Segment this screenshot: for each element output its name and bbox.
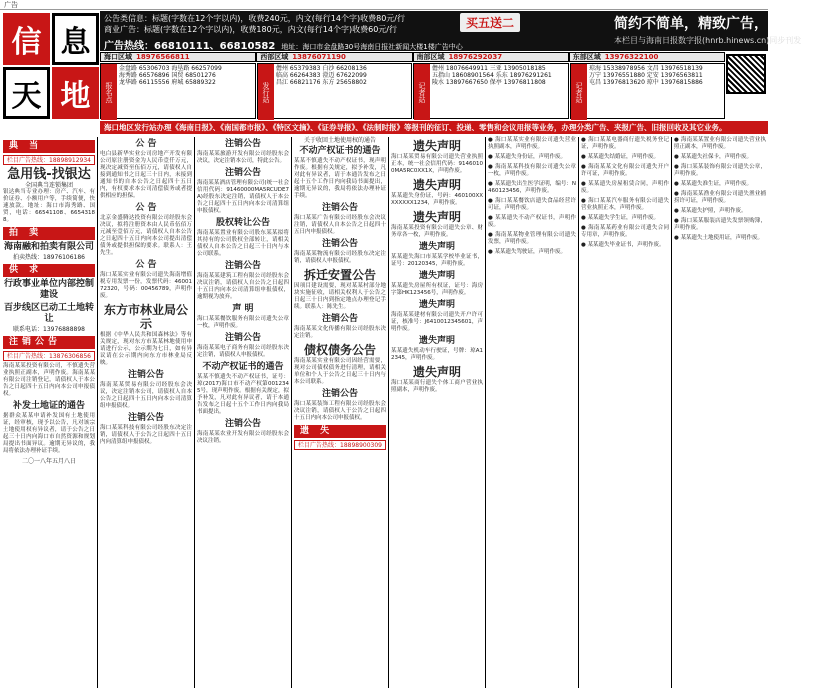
lost-item: ● 某某遗失不动产权证书，声明作废。: [488, 215, 576, 228]
column-divider: [97, 137, 98, 688]
notice-body: 海南某某酒店管理有限公司(统一社会信用代码：91460000MA5RCUDE7A)经股东决定注销，请债权人于本公告之日起四十五日内向本公司清算组申报债权。: [197, 180, 289, 214]
notice-title: 注销公告: [127, 370, 164, 380]
supply-ad-1: 行政事业单位内部控制建设: [3, 279, 94, 300]
notice-title: 注销公告: [321, 239, 358, 249]
column-2: [100, 137, 192, 688]
forestry-title: 东方市林业局公示: [103, 303, 188, 331]
lost-item: ● 某某遗失学生证，声明作废。: [581, 215, 660, 221]
section-pawn: 典 当: [3, 140, 95, 153]
column-divider: [388, 137, 389, 688]
lost-item: ● 某某遗失身份证，声明作废。: [488, 154, 567, 160]
lost-item: ● 海口某某餐饮店遗失食品经营许可证，声明作废。: [488, 198, 576, 211]
column-3: [197, 137, 289, 688]
column-divider: [671, 137, 672, 688]
ad-hotline: [104, 37, 463, 52]
notice-title: 不动产权证书的通告: [299, 146, 381, 156]
column-divider: [578, 137, 579, 688]
column-divider: [291, 137, 292, 688]
notice-title: 注销公告: [224, 139, 261, 149]
land-cert-body: 据群众某某申请补发国有土地使用证，经审核，现予以公告，凡对该宗土地使用权有异议者，请于公告之日起三十日内向海口市自然资源和规划局提出书面异议。逾期无异议的，我局将依法办理补证手续。: [3, 413, 95, 454]
notice-body: 因项目建设需要，现对某某村部分地块实施征收，请相关权利人于公告之日起三十日内到指定地点办理登记手续。联系人：陈先生。: [294, 283, 386, 310]
directory-block-3: 记者站 儋州 18076649911 三亚 13905018185 五指山 18608901564 乐东 18976291261 陵水 13897667650 保亭 13976811808: [413, 63, 569, 119]
notice-body: 海南某某物流有限公司经股东决定注销，请债权人申报债权。: [294, 251, 386, 264]
lost-body: 海南某某建材有限公司遗失开户许可证，核准号：J6410012345601，声明作废。: [391, 312, 483, 332]
lost-body: 海南某某投资有限公司遗失公章、财务章各一枚，声明作废。: [391, 225, 483, 238]
column-5: [391, 137, 483, 688]
lost-title: 遗失声明: [418, 242, 455, 252]
lost-item: ● 海南某某药业有限公司遗失合同专用章，声明作废。: [581, 225, 669, 238]
lost-body: 海口某某贸易有限公司遗失营业执照正本，统一社会信用代码：91460100MA5RC0XX1X，声明作废。: [391, 154, 483, 174]
lost-title: 遗失声明: [412, 178, 461, 192]
distribution-notice: 海口地区发行站办理《海南日报》、《南国都市报》、《特区文摘》、《证券导报》、《法制时报》等报刊的征订、投递、零售和会议用报等业务，办理分类广告、夹报广告、旧报回收及其它业务。: [100, 121, 768, 134]
lost-item: ● 海南某某物业管理有限公司遗失发票，声明作废。: [488, 232, 576, 245]
directory-block-2: 发行站 儋州 65379383 白沙 66208136 临高 66264383 澄迈 67622099 昌江 66821176 东方 25658802: [257, 63, 412, 119]
notice-title: 公 告: [135, 139, 157, 149]
region-east: 东部区域 13976322100: [569, 52, 725, 62]
notice-body: 海南某某电子商务有限公司经股东决定注销，请债权人申报债权。: [197, 345, 289, 358]
section-deregistration: 注销公告: [3, 336, 95, 349]
notice-body: 海口某某实业有限公司遗失海南增值税专用发票一份，发票代码：4600172320，号码：00456789，声明作废。: [100, 272, 192, 299]
auction-company: 海南融和拍卖有限公司: [3, 242, 94, 252]
auction-phone: 拍卖热线：18976106186: [13, 254, 85, 261]
column-1: [3, 137, 95, 688]
directory-block-4: 记者站 琼海 15338978956 文昌 13976518139 万宁 13976551880 定安 13976563811 屯昌 13976813620 琼中 13976815886: [570, 63, 725, 119]
column-divider: [194, 137, 195, 688]
page-section-label: 广告: [0, 0, 768, 10]
logo-char-2: 息: [52, 13, 99, 65]
column-6: [488, 137, 576, 688]
notice-body: 海南某某实业有限公司因经营需要，现对公司债权债务进行清理，请相关单位和个人于公告之日起三十日内与本公司联系。: [294, 358, 386, 385]
lost-item: ● 海南某某渔业有限公司遗失渔业捕捞许可证，声明作废。: [674, 191, 766, 204]
slogan: 简约不简单，精致广告，收益无限: [614, 16, 824, 32]
supply-phone: 联系电话：13976888898: [13, 326, 85, 333]
notice-body: 海南某某文化传播有限公司经股东决定注销。: [294, 326, 386, 339]
notice-body: 电白县新华实业公司房地产开发有限公司原注册资金为人民币壹仟万元，现决定减资至伍佰万元，请债权人自接到通知书之日起三十日内，未接到通知书的自本公告之日起四十五日内，有权要求本公司清偿债务或者提供相应的担保。: [100, 151, 192, 199]
header-banner: [100, 11, 824, 52]
notice-kicker: 关于收回土地使用权的通告: [303, 137, 376, 144]
lost-item: ● 某某遗失土地使用证，声明作废。: [674, 235, 764, 241]
lost-title: 遗失声明: [418, 336, 455, 346]
regional-contacts: [100, 52, 725, 120]
lost-title: 遗失声明: [412, 139, 461, 153]
lost-item: ● 海口某某电器商行遗失税务登记证，声明作废。: [581, 137, 669, 150]
directory-block-1: 报名点 金盘路 65306703 海垦路 66257099 海秀路 66576896 国贸 68501276 龙华路 66115556 府城 65889322: [100, 63, 256, 119]
region-west: 西部区域 13876071190: [256, 52, 412, 62]
land-cert-date: 二〇一八年五月八日: [21, 458, 76, 465]
notice-body: 某某不慎遗失不动产权证书，现声明作废。根据有关规定，拟予补发，凡对此有异议者，请于本通告发布之日起十五个工作日内向我局书面提出，逾期无异议的，我局将依法办理补证手续。: [294, 158, 386, 199]
lost-item: ● 某某遗失准生证，声明作废。: [674, 181, 753, 187]
forestry-body: 根据《中华人民共和国森林法》等有关规定，现对东方市某某林地使用申请进行公示，公示期为七日，如有异议请在公示期内向东方市林业局反映。: [100, 332, 192, 366]
column-8: [674, 137, 766, 688]
notice-title: 债权债务公告: [303, 343, 376, 357]
lost-body: 某某遗失房屋所有权证，证号：海房字第HK123456号，声明作废。: [391, 283, 483, 296]
notice-title: 股权转让公告: [215, 218, 270, 228]
notice-title: 注销公告: [321, 203, 358, 213]
notice-body: 海口某某广告有限公司经股东会决议注销，请债权人自本公告之日起四十五日内申报债权。: [294, 215, 386, 235]
lost-item: ● 某某遗失毕业证书，声明作废。: [581, 242, 665, 248]
lost-body: 某某遗失机动车行驶证，号牌：琼A12345，声明作废。: [391, 348, 483, 361]
section-auction: 拍 卖: [3, 227, 95, 240]
notice-title: 注销公告: [224, 419, 261, 429]
classifieds-body: [0, 137, 768, 688]
lost-title: 遗失声明: [412, 365, 461, 379]
notice-body: 海口某某装饰工程有限公司经股东会决议注销，请债权人于公告之日起四十五日内向本公司申报债权。: [294, 401, 386, 421]
lost-item: ● 某某遗失驾驶证，声明作废。: [488, 249, 567, 255]
deregistration-hotline: 栏目广告热线：13876306856: [3, 351, 95, 361]
logo-char-3: 天: [3, 67, 50, 119]
office-address: 地址：海口市金盘路30号海南日报社新闻大楼1楼广告中心: [281, 43, 463, 51]
section-lost: 遗 失: [294, 425, 386, 438]
slogan-sub: 本栏目与海南日报数字报(hnrb.hinews.cn)同步刊发: [614, 36, 802, 45]
lost-item: ● 某某遗失社保卡，声明作废。: [674, 154, 753, 160]
notice-title: 不动产权证书的通告: [202, 362, 284, 372]
notice-title: 声 明: [232, 304, 254, 314]
pawn-subtitle: 全国典当连锁集团: [24, 182, 73, 189]
lost-title: 遗失声明: [412, 210, 461, 224]
notice-title: 注销公告: [224, 261, 261, 271]
lost-title: 遗失声明: [418, 300, 455, 310]
column-7: [581, 137, 669, 688]
notice-body: 海南某某农业开发有限公司经股东会决议注销。: [197, 431, 289, 444]
lost-body: 某某遗失海口市某某学校毕业证书，证号：20120345，声明作废。: [391, 254, 483, 267]
lost-item: ● 某某遗失护照，声明作废。: [674, 208, 747, 214]
notice-body: 海南某某建筑工程有限公司经股东会决议注销，请债权人自公告之日起四十五日内向本公司清算组申报债权，逾期视为放弃。: [197, 273, 289, 300]
region-haikou: 海口区域 18976566811: [100, 52, 256, 62]
logo-char-1: 信: [3, 13, 50, 65]
lost-hotline: 栏目广告热线：18898900309: [294, 440, 386, 450]
notice-body: 海南某某置业有限公司股东某某拟将其持有的公司股权全部转让，请相关债权人自本公告之日起三十日内与本公司联系。: [197, 230, 289, 257]
notice-title: 公 告: [135, 203, 157, 213]
masthead-logo: [3, 13, 99, 119]
notice-title: 注销公告: [321, 314, 358, 324]
lost-item: ● 海南某某置业有限公司遗失营业执照正副本，声明作废。: [674, 137, 766, 150]
lost-item: ● 海南某某文化有限公司遗失开户许可证，声明作废。: [581, 164, 669, 177]
pawn-hotline: 栏目广告热线：18898912934: [3, 155, 95, 165]
lost-item: ● 某某遗失房屋租赁合同，声明作废。: [581, 181, 669, 194]
hotline-number: 广告热线：66810111、66810582: [104, 41, 276, 52]
lost-body: 海口某某商行遗失个体工商户营业执照副本，声明作废。: [391, 380, 483, 393]
lost-item: ● 海口某某装饰有限公司遗失公章，声明作废。: [674, 164, 766, 177]
section-supply: 供 求: [3, 264, 95, 277]
notice-body: 海南某某贸易有限公司经股东会决议，决定注销本公司，请债权人自本公告之日起四十五日内向本公司清算组申报债权。: [100, 382, 192, 409]
column-divider: [485, 137, 486, 688]
lost-title: 遗失声明: [418, 271, 455, 281]
lost-item: ● 海口某某汽车服务有限公司遗失营业执照正本，声明作废。: [581, 198, 669, 211]
column-4: [294, 137, 386, 688]
notice-title: 注销公告: [224, 168, 261, 178]
lost-body: 某某遗失身份证，号码：460100XXXXXXXX1234，声明作废。: [391, 193, 483, 206]
region-row: [100, 52, 725, 62]
notice-body: 某某不慎遗失不动产权证书，证号：琼(2017)海口市不动产权第0012345号，现声明作废。根据有关规定，拟予补发，凡对此有异议者，请于本通告发布之日起十五个工作日内向我局书面提出。: [197, 374, 289, 415]
notice-title: 注销公告: [321, 389, 358, 399]
notice-title: 公 告: [135, 260, 157, 270]
supply-ad-2: 百步线区已动工土地转让: [3, 303, 94, 324]
lost-item: ● 某某遗失出生医学证明，编号：N460123456，声明作废。: [488, 181, 576, 194]
lost-item: ● 海口某某实业有限公司遗失营业执照副本，声明作废。: [488, 137, 576, 150]
notice-body: 海口某某餐饮服务有限公司遗失公章一枚，声明作废。: [197, 316, 289, 329]
land-cert-title: 补发土地证的通告: [12, 401, 85, 411]
pricing-line-1: 公告类信息：标题(字数在12个字以内)，收费240元，内文(每行14个字)收费80元/行: [104, 14, 405, 23]
lost-item: ● 某某遗失结婚证，声明作废。: [581, 154, 660, 160]
notice-body: 海南某某旅游开发有限公司经股东会决议，决定注销本公司，特此公告。: [197, 151, 289, 164]
lost-item: ● 海南某某科技有限公司遗失公章一枚，声明作废。: [488, 164, 576, 177]
deregistration-ad: 海南某某投资有限公司，不慎遗失营业执照正副本，声明作废。海南某某有限公司注销登记，请债权人于本公告之日起四十五日内向本公司申报债权。: [3, 363, 95, 397]
pawn-ad: 银达典当专业办理：房产、汽车、有价证券、小额用户等，手续简便，快速放款。地址：海口市海秀路、国贸，电话：66541108、66543188。: [3, 189, 95, 223]
qr-code: [726, 54, 766, 94]
notice-title: 注销公告: [224, 333, 261, 343]
notice-body: 北京金盛腾达投资有限公司经股东会决议，拟将注册资本由人民币伍佰万元减至壹佰万元，请债权人自本公告之日起四十五日内向本公司提出清偿债务或提供担保的要求。联系人：王先生。: [100, 215, 192, 256]
notice-title: 拆迁安置公告: [303, 268, 376, 282]
notice-body: 海口某某科技有限公司经股东决定注销，请债权人于公告之日起四十五日内向清算组申报债权。: [100, 425, 192, 445]
logo-char-4: 地: [52, 67, 99, 119]
notice-title: 注销公告: [127, 413, 164, 423]
pawn-headline: 急用钱-找银达: [7, 167, 91, 182]
lost-item: ● 海口某某服装店遗失发票领购簿，声明作废。: [674, 218, 766, 231]
region-south: 南部区域 18976292037: [413, 52, 569, 62]
pricing-line-2: 商业广告：标题(字数在12个字以内)，收费180元，内文(每行14个字)收费60元/行: [104, 25, 397, 34]
promo-badge: 买五送二: [460, 13, 520, 32]
